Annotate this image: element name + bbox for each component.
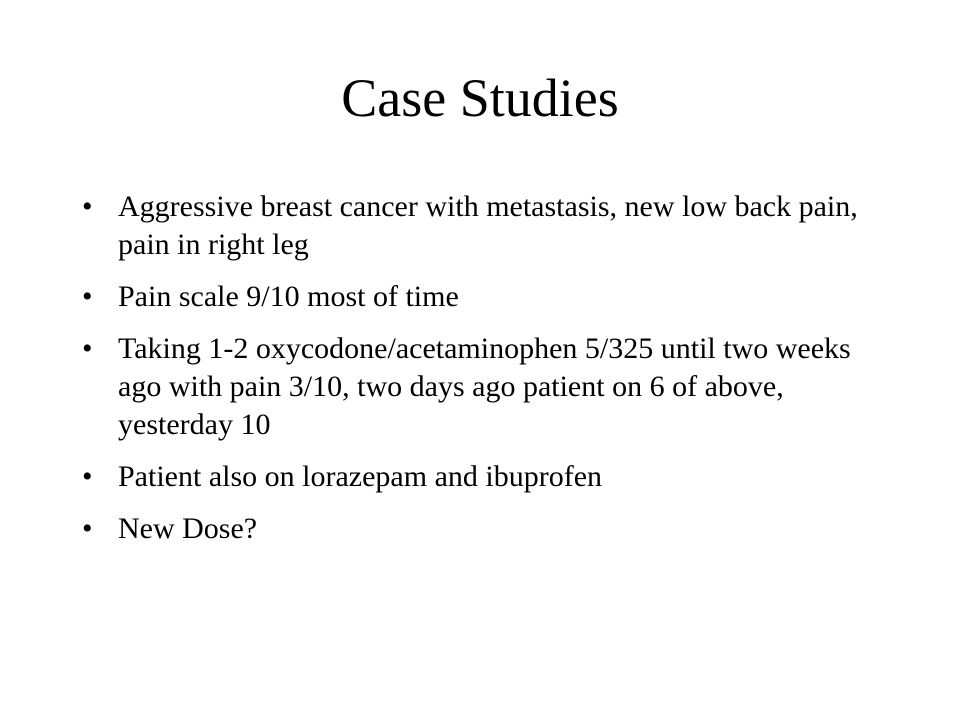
bullet-icon: • — [82, 190, 93, 223]
bullet-icon: • — [82, 280, 93, 313]
bullet-item — [82, 510, 882, 548]
bullet-icon: • — [82, 460, 93, 493]
bullet-text: Aggressive breast cancer with metastasis, new low back pain, pain in right leg — [118, 190, 858, 261]
bullet-list — [82, 188, 882, 562]
bullet-item — [82, 330, 882, 444]
bullet-item — [82, 458, 882, 496]
bullet-icon: • — [82, 512, 93, 545]
bullet-text: Pain scale 9/10 most of time — [118, 280, 459, 313]
bullet-item — [82, 188, 882, 264]
bullet-item — [82, 278, 882, 316]
bullet-text: New Dose? — [118, 512, 258, 545]
bullet-text: Taking 1-2 oxycodone/acetaminophen 5/325 until two weeks ago with pain 3/10, two days ago patient on 6 of above, yesterday 10 — [118, 332, 851, 441]
bullet-icon: • — [82, 332, 93, 365]
bullet-text: Patient also on lorazepam and ibuprofen — [118, 460, 603, 493]
slide-title: Case Studies — [341, 68, 619, 128]
